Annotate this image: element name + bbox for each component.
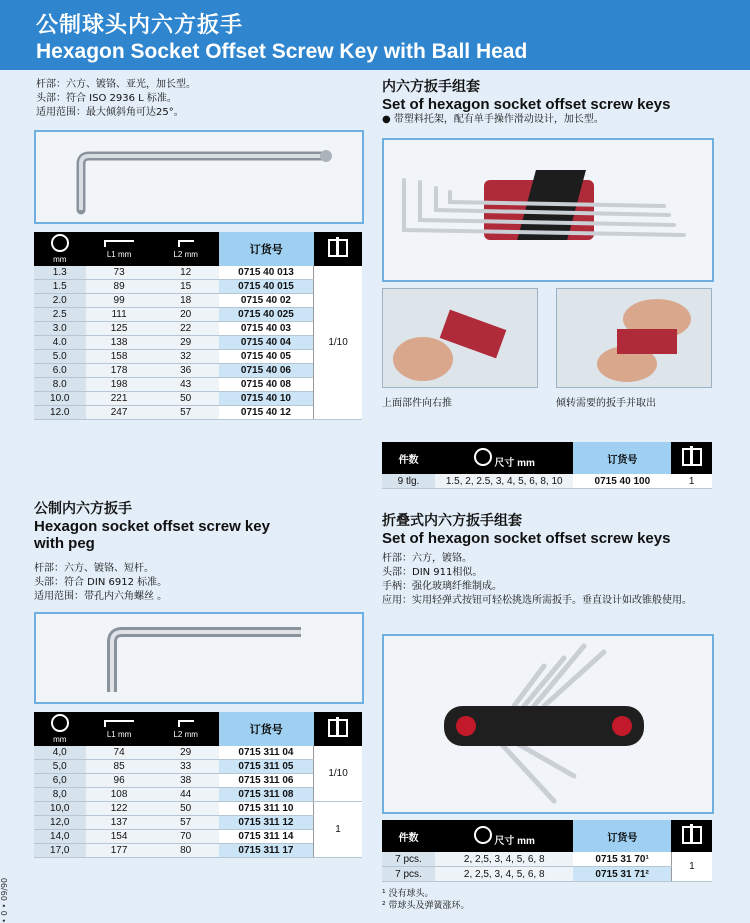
spec-line: 应用：实用轻弹式按钮可轻松挑选所需扳手。垂直设计如改锥般使用。 (382, 595, 692, 606)
package-icon (328, 719, 348, 737)
col-pack (671, 820, 712, 852)
table-row: 2.0 99 18 0715 40 02 (34, 294, 362, 308)
folding-set-title-en: Set of hexagon socket offset screw keys (382, 530, 671, 547)
hand-tilt-photo (556, 288, 712, 388)
length-l2-icon (178, 720, 194, 727)
col-pack (314, 712, 362, 746)
folding-set-heading (382, 510, 670, 547)
ball-key-specs (36, 78, 196, 120)
set-ball-photo (382, 138, 714, 282)
table-row: 10.0 221 50 0715 40 10 (34, 392, 362, 406)
set-ball-heading (382, 76, 670, 127)
package-icon (328, 239, 348, 257)
table-row: 2.5 111 20 0715 40 025 (34, 308, 362, 322)
package-icon (682, 448, 702, 466)
table-row: 6.0 178 36 0715 40 06 (34, 364, 362, 378)
caption-push-right: 上面部件向右推 (382, 398, 452, 409)
spec-line: 杆部：六方、镀铬、短杆。 (34, 563, 154, 574)
spec-line: 杆部：六方，镀铬。 (382, 553, 472, 564)
folding-set-title-cn: 折叠式内六方扳手组套 (382, 513, 522, 529)
col-size: 尺寸 mm (435, 442, 574, 474)
pack-quantity: 1/10 (314, 746, 362, 802)
col-order-number: 订货号 (573, 820, 671, 852)
page-title-cn: 公制球头内六方扳手 (36, 13, 244, 38)
table-row: 3.0 125 22 0715 40 03 (34, 322, 362, 336)
table-row: 12,0 137 57 0715 311 12 (34, 816, 362, 830)
hex-key-icon (36, 614, 362, 702)
peg-key-heading (34, 498, 270, 552)
length-l2-icon (178, 240, 194, 247)
table-row: 9 tlg. 1.5, 2, 2.5, 3, 4, 5, 6, 8, 10 0715 40 100 1 (382, 474, 712, 489)
table-row: 4.0 138 29 0715 40 04 (34, 336, 362, 350)
col-qty: 件数 (382, 820, 435, 852)
length-l1-icon (104, 240, 134, 247)
ball-key-table (34, 232, 362, 420)
peg-key-table (34, 712, 362, 858)
spec-line: 头部：符合 DIN 6912 标准。 (34, 577, 168, 588)
col-l2: L2 mm (153, 232, 219, 266)
table-row: 12.0 247 57 0715 40 12 (34, 406, 362, 420)
table-row: 4,0 74 29 0715 311 04 1/10 (34, 746, 362, 760)
set-ball-title-cn: 内六方扳手组套 (382, 79, 480, 95)
page-title-en: Hexagon Socket Offset Screw Key with Ball Head (36, 40, 528, 63)
ball-key-photo (34, 130, 364, 224)
table-row: 7 pcs. 2, 2,5, 3, 4, 5, 6, 8 0715 31 71² (382, 867, 712, 882)
col-l1: L1 mm (86, 232, 153, 266)
pack-quantity: 1 (314, 802, 362, 858)
col-mm: mm (34, 712, 86, 746)
spec-line: 头部：DIN 911相似。 (382, 567, 483, 578)
table-row: 8.0 198 43 0715 40 08 (34, 378, 362, 392)
peg-key-title-en: Hexagon socket offset screw key (34, 518, 270, 535)
hand-tilt-icon (557, 289, 711, 387)
spec-line: 适用范围：最大倾斜角可达25°。 (36, 107, 184, 118)
ball-hex-key-icon (36, 132, 362, 222)
package-icon (682, 826, 702, 844)
set-ball-title-en: Set of hexagon socket offset screw keys (382, 96, 671, 113)
table-row: 5.0 158 32 0715 40 05 (34, 350, 362, 364)
peg-key-title-en-2: with peg (34, 535, 95, 552)
col-l2: L2 mm (153, 712, 219, 746)
set-ball-bullet: ● 带塑料托架，配有单手操作滑动设计，加长型。 (382, 114, 604, 125)
footnote: ¹ 没有球头。 (382, 889, 434, 899)
col-qty: 件数 (382, 442, 435, 474)
col-size: 尺寸 mm (435, 820, 574, 852)
key-set-holder-icon (384, 140, 712, 280)
side-code: • 0 • 09/90 (0, 877, 9, 923)
length-l1-icon (104, 720, 134, 727)
col-mm: mm (34, 232, 86, 266)
table-row: 5,0 85 33 0715 311 05 (34, 760, 362, 774)
folding-set-table (382, 820, 712, 882)
col-pack (671, 442, 712, 474)
peg-key-photo (34, 612, 364, 704)
table-row: 1.5 89 15 0715 40 015 (34, 280, 362, 294)
hand-push-photo (382, 288, 538, 388)
col-pack (314, 232, 362, 266)
col-l1: L1 mm (86, 712, 153, 746)
table-row: 10,0 122 50 0715 311 10 1 (34, 802, 362, 816)
hexagon-icon (51, 714, 69, 732)
caption-tilt-remove: 倾转需要的扳手并取出 (556, 398, 656, 409)
hexagon-icon (474, 448, 492, 466)
peg-key-title-cn: 公制内六方扳手 (34, 501, 132, 517)
hexagon-icon (51, 234, 69, 252)
table-row: 14,0 154 70 0715 311 14 (34, 830, 362, 844)
folding-set-photo (382, 634, 714, 814)
table-row: 6,0 96 38 0715 311 06 (34, 774, 362, 788)
folding-key-set-icon (384, 636, 712, 812)
table-row: 17,0 177 80 0715 311 17 (34, 844, 362, 858)
spec-line: 头部：符合 ISO 2936 L 标准。 (36, 93, 177, 104)
table-row: 7 pcs. 2, 2,5, 3, 4, 5, 6, 8 0715 31 70¹ 1 (382, 852, 712, 867)
table-row: 1.3 73 12 0715 40 013 1/10 (34, 266, 362, 280)
spec-line: 杆部：六方、镀铬、亚光，加长型。 (36, 79, 196, 90)
pack-quantity: 1/10 (314, 266, 362, 420)
spec-line: 适用范围：带孔内六角螺丝 。 (34, 591, 168, 602)
hexagon-icon (474, 826, 492, 844)
peg-key-specs (34, 562, 167, 604)
hand-push-icon (383, 289, 537, 387)
table-row: 8,0 108 44 0715 311 08 (34, 788, 362, 802)
footnote: ² 带球头及弹簧涨环。 (382, 901, 470, 911)
col-order-number: 订货号 (219, 232, 314, 266)
set-ball-table (382, 442, 712, 489)
col-order-number: 订货号 (219, 712, 314, 746)
folding-set-specs (382, 552, 716, 608)
col-order-number: 订货号 (573, 442, 671, 474)
spec-line: 手柄：强化玻璃纤维制成。 (382, 581, 502, 592)
footnotes (382, 888, 469, 912)
